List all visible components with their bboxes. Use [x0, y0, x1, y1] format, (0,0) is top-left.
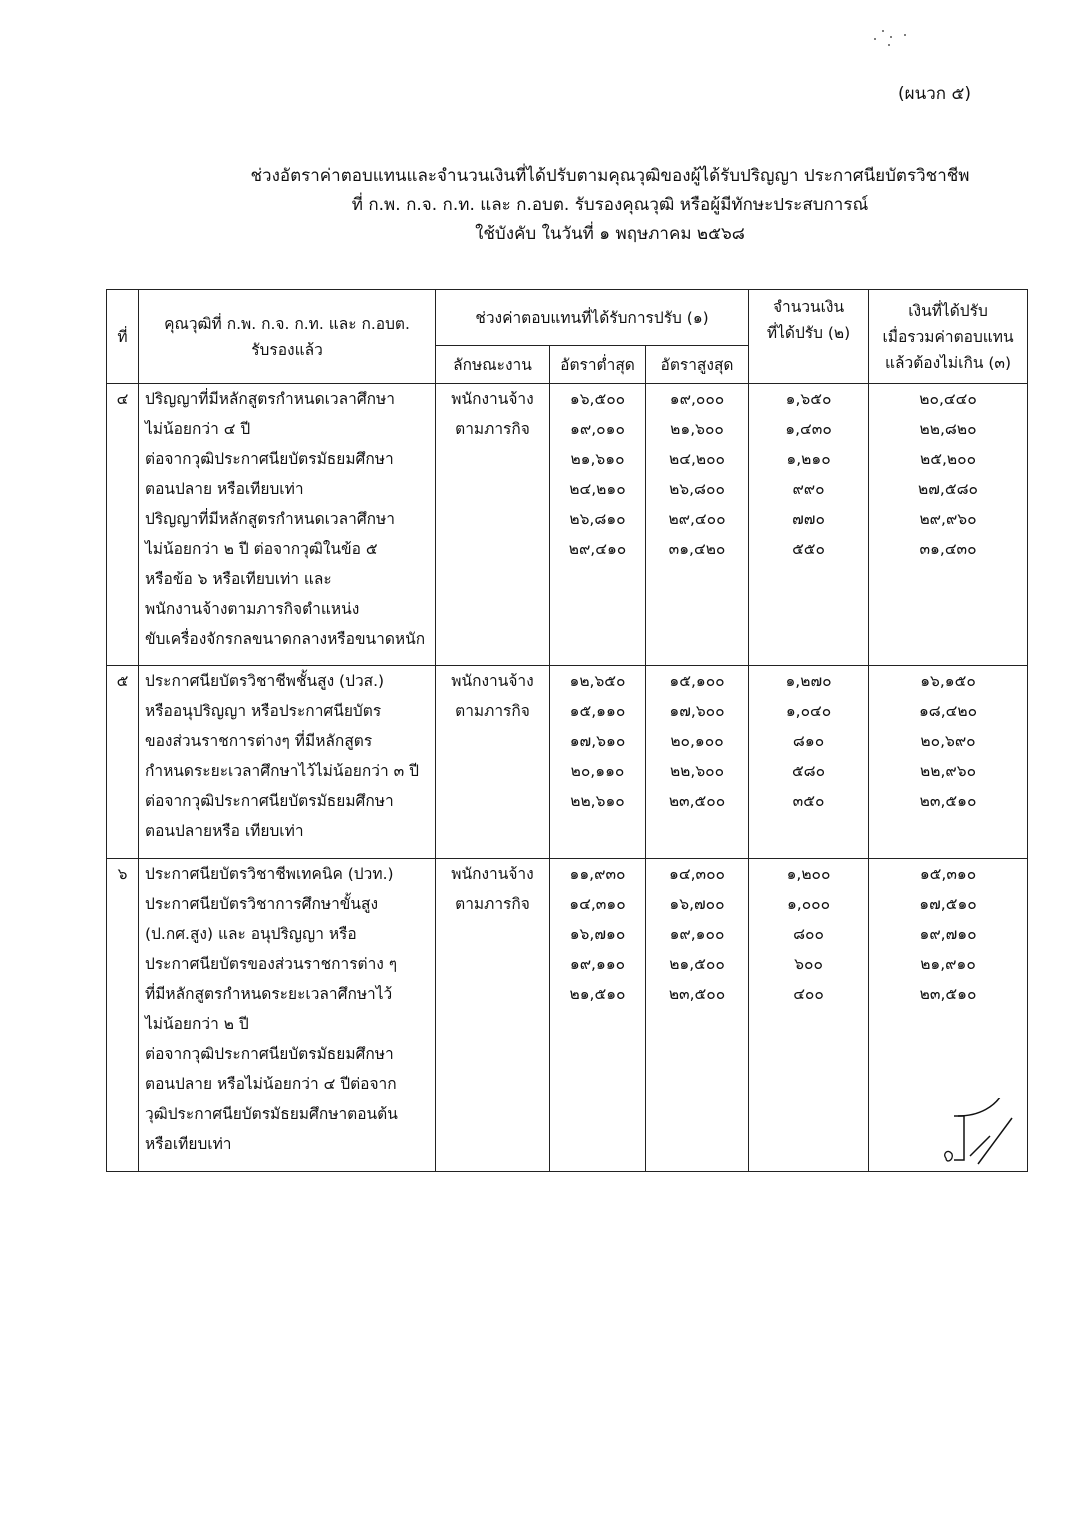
- row-min-rates: ๑๑,๙๓๐ ๑๔,๓๑๐ ๑๖,๗๑๐ ๑๙,๑๑๐ ๒๑,๕๑๐: [550, 859, 646, 1172]
- table-row: [107, 666, 1028, 859]
- row-totals: ๒๐,๔๔๐ ๒๒,๘๒๐ ๒๕,๒๐๐ ๒๗,๕๘๐ ๒๙,๙๖๐ ๓๑,๔๓๐: [869, 384, 1028, 666]
- row-max-rates: ๑๕,๑๐๐ ๑๗,๖๐๐ ๒๐,๑๐๐ ๒๒,๖๐๐ ๒๓,๕๐๐: [646, 666, 749, 859]
- table-row: [107, 859, 1028, 1172]
- header-max-rate: อัตราสูงสุด: [646, 346, 749, 384]
- header-index: ที่: [107, 290, 139, 384]
- signature-icon: [940, 1098, 1030, 1178]
- header-range-group: ช่วงค่าตอบแทนที่ได้รับการปรับ (๑): [436, 290, 749, 346]
- table-row: [107, 384, 1028, 666]
- row-job-type: พนักงานจ้าง ตามภารกิจ: [436, 384, 550, 666]
- title-line-1: ช่วงอัตราค่าตอบแทนและจำนวนเงินที่ได้ปรับตามคุณวุฒิของผู้ได้รับปริญญา ประกาศนียบัตรวิชาชีพ: [250, 166, 970, 186]
- annex-label: (ผนวก ๕): [898, 84, 971, 104]
- title-line-2: ที่ ก.พ. ก.จ. ก.ท. และ ก.อบต. รับรองคุณวุฒิ หรือผู้มีทักษะประสบการณ์: [351, 195, 869, 215]
- row-max-rates: ๑๔,๓๐๐ ๑๖,๗๐๐ ๑๙,๑๐๐ ๒๑,๕๐๐ ๒๓,๕๐๐: [646, 859, 749, 1172]
- row-index: ๕: [107, 666, 139, 859]
- row-index: ๖: [107, 859, 139, 1172]
- row-min-rates: ๑๖,๕๐๐ ๑๙,๐๑๐ ๒๑,๖๑๐ ๒๔,๒๑๐ ๒๖,๘๑๐ ๒๙,๔๑๐: [550, 384, 646, 666]
- header-adjustment: จำนวนเงิน ที่ได้ปรับ (๒): [749, 290, 869, 384]
- row-index: ๔: [107, 384, 139, 666]
- row-adjustments: ๑,๒๐๐ ๑,๐๐๐ ๘๐๐ ๖๐๐ ๔๐๐: [749, 859, 869, 1172]
- row-job-type: พนักงานจ้าง ตามภารกิจ: [436, 666, 550, 859]
- document-title: [160, 162, 1060, 249]
- compensation-table: [106, 289, 1028, 1172]
- title-line-3: ใช้บังคับ ในวันที่ ๑ พฤษภาคม ๒๕๖๘: [475, 224, 745, 244]
- scan-specks: [868, 24, 918, 54]
- row-qualification: ปริญญาที่มีหลักสูตรกำหนดเวลาศึกษา ไม่น้อยกว่า ๔ ปี ต่อจากวุฒิประกาศนียบัตรมัธยมศึกษา ตอนปลาย หรือเทียบเท่า ปริญญาที่มีหลักสูตรกำหนดเวลาศึกษา ไม่น้อยกว่า ๒ ปี ต่อจากวุฒิในข้อ ๕ หรือข้อ ๖ หรือเทียบเท่า และ พนักงานจ้างตามภารกิจตำแหน่ง ขับเครื่องจักรกลขนาดกลางหรือขนาดหนัก: [139, 384, 436, 666]
- row-adjustments: ๑,๖๕๐ ๑,๔๓๐ ๑,๒๑๐ ๙๙๐ ๗๗๐ ๕๕๐: [749, 384, 869, 666]
- row-qualification: ประกาศนียบัตรวิชาชีพชั้นสูง (ปวส.) หรืออนุปริญญา หรือประกาศนียบัตร ของส่วนราชการต่างๆ ที่มีหลักสูตร กำหนดระยะเวลาศึกษาไว้ไม่น้อยกว่า ๓ ปี ต่อจากวุฒิประกาศนียบัตรมัธยมศึกษา ตอนปลายหรือ เทียบเท่า: [139, 666, 436, 859]
- row-min-rates: ๑๒,๖๕๐ ๑๕,๑๑๐ ๑๗,๖๑๐ ๒๐,๑๑๐ ๒๒,๖๑๐: [550, 666, 646, 859]
- header-total: เงินที่ได้ปรับ เมื่อรวมค่าตอบแทน แล้วต้องไม่เกิน (๓): [869, 290, 1028, 384]
- row-qualification: ประกาศนียบัตรวิชาชีพเทคนิค (ปวท.) ประกาศนียบัตรวิชาการศึกษาขั้นสูง (ป.กศ.สูง) และ อนุปริญญา หรือ ประกาศนียบัตรของส่วนราชการต่าง ๆ ที่มีหลักสูตรกำหนดระยะเวลาศึกษาไว้ ไม่น้อยกว่า ๒ ปี ต่อจากวุฒิประกาศนียบัตรมัธยมศึกษา ตอนปลาย หรือไม่น้อยกว่า ๔ ปีต่อจาก วุฒิประกาศนียบัตรมัธยมศึกษาตอนต้น หรือเทียบเท่า: [139, 859, 436, 1172]
- row-totals: ๑๕,๓๑๐ ๑๗,๕๑๐ ๑๙,๗๑๐ ๒๑,๙๑๐ ๒๓,๕๑๐: [869, 859, 1028, 1172]
- header-job-type: ลักษณะงาน: [436, 346, 550, 384]
- header-qualification: คุณวุฒิที่ ก.พ. ก.จ. ก.ท. และ ก.อบต. รับรองแล้ว: [139, 290, 436, 384]
- header-min-rate: อัตราต่ำสุด: [550, 346, 646, 384]
- row-adjustments: ๑,๒๗๐ ๑,๐๔๐ ๘๑๐ ๕๘๐ ๓๕๐: [749, 666, 869, 859]
- row-max-rates: ๑๙,๐๐๐ ๒๑,๖๐๐ ๒๔,๒๐๐ ๒๖,๘๐๐ ๒๙,๔๐๐ ๓๑,๔๒๐: [646, 384, 749, 666]
- row-totals: ๑๖,๑๕๐ ๑๘,๔๒๐ ๒๐,๖๙๐ ๒๒,๙๖๐ ๒๓,๕๑๐: [869, 666, 1028, 859]
- row-job-type: พนักงานจ้าง ตามภารกิจ: [436, 859, 550, 1172]
